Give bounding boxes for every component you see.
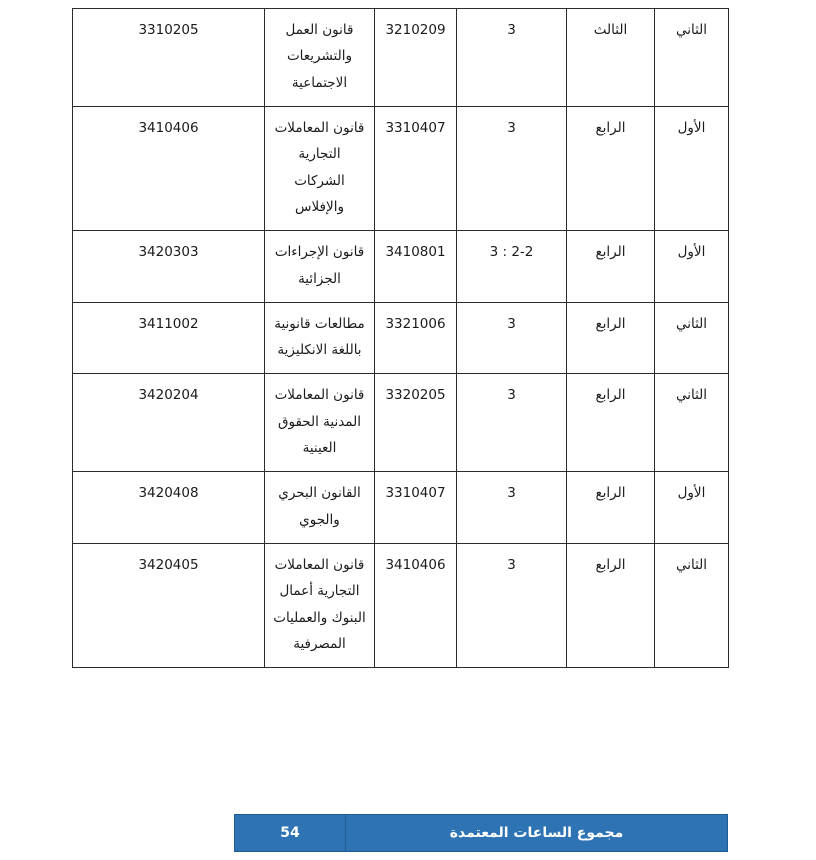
cell-course-code: 3420408 — [73, 472, 265, 544]
cell-hours: 3 — [457, 472, 567, 544]
cell-course-name: قانون المعاملات التجارية أعمال البنوك والعمليات المصرفية — [265, 544, 375, 668]
table-row — [73, 106, 729, 230]
cell-course-name: قانون العمل والتشريعات الاجتماعية — [265, 9, 375, 107]
table-row — [73, 231, 729, 303]
cell-course-code: 3411002 — [73, 302, 265, 374]
table-row — [73, 302, 729, 374]
total-credit-hours-value: 54 — [234, 814, 346, 852]
cell-year: الرابع — [567, 544, 655, 668]
table-row — [73, 472, 729, 544]
cell-semester: الثاني — [655, 374, 729, 472]
total-credit-hours-label: مجموع الساعات المعتمدة — [346, 814, 728, 852]
cell-prereq: 3321006 — [375, 302, 457, 374]
cell-course-code: 3420303 — [73, 231, 265, 303]
cell-hours: 3 — [457, 106, 567, 230]
cell-hours: 3 — [457, 9, 567, 107]
cell-course-code: 3410406 — [73, 106, 265, 230]
cell-semester: الثاني — [655, 9, 729, 107]
cell-course-name: قانون الإجراءات الجزائية — [265, 231, 375, 303]
table-row — [73, 9, 729, 107]
cell-semester: الثاني — [655, 302, 729, 374]
table-row — [73, 544, 729, 668]
cell-course-code: 3420204 — [73, 374, 265, 472]
cell-prereq: 3210209 — [375, 9, 457, 107]
cell-hours: 2-2 : 3 — [457, 231, 567, 303]
cell-prereq: 3320205 — [375, 374, 457, 472]
cell-hours: 3 — [457, 374, 567, 472]
cell-semester: الثاني — [655, 544, 729, 668]
cell-course-name: قانون المعاملات التجارية الشركات والإفلاس — [265, 106, 375, 230]
cell-year: الثالث — [567, 9, 655, 107]
cell-year: الرابع — [567, 374, 655, 472]
cell-course-name: قانون المعاملات المدنية الحقوق العينية — [265, 374, 375, 472]
courses-table — [72, 8, 729, 668]
cell-year: الرابع — [567, 231, 655, 303]
cell-course-code: 3420405 — [73, 544, 265, 668]
cell-semester: الأول — [655, 231, 729, 303]
cell-course-name: القانون البحري والجوي — [265, 472, 375, 544]
cell-prereq: 3310407 — [375, 472, 457, 544]
table-row — [73, 374, 729, 472]
cell-semester: الأول — [655, 106, 729, 230]
cell-year: الرابع — [567, 106, 655, 230]
cell-hours: 3 — [457, 302, 567, 374]
cell-hours: 3 — [457, 544, 567, 668]
cell-course-code: 3310205 — [73, 9, 265, 107]
cell-semester: الأول — [655, 472, 729, 544]
total-credit-hours-row — [234, 814, 728, 852]
cell-year: الرابع — [567, 302, 655, 374]
cell-prereq: 3410801 — [375, 231, 457, 303]
cell-year: الرابع — [567, 472, 655, 544]
cell-prereq: 3310407 — [375, 106, 457, 230]
cell-prereq: 3410406 — [375, 544, 457, 668]
cell-course-name: مطالعات قانونية باللغة الانكليزية — [265, 302, 375, 374]
